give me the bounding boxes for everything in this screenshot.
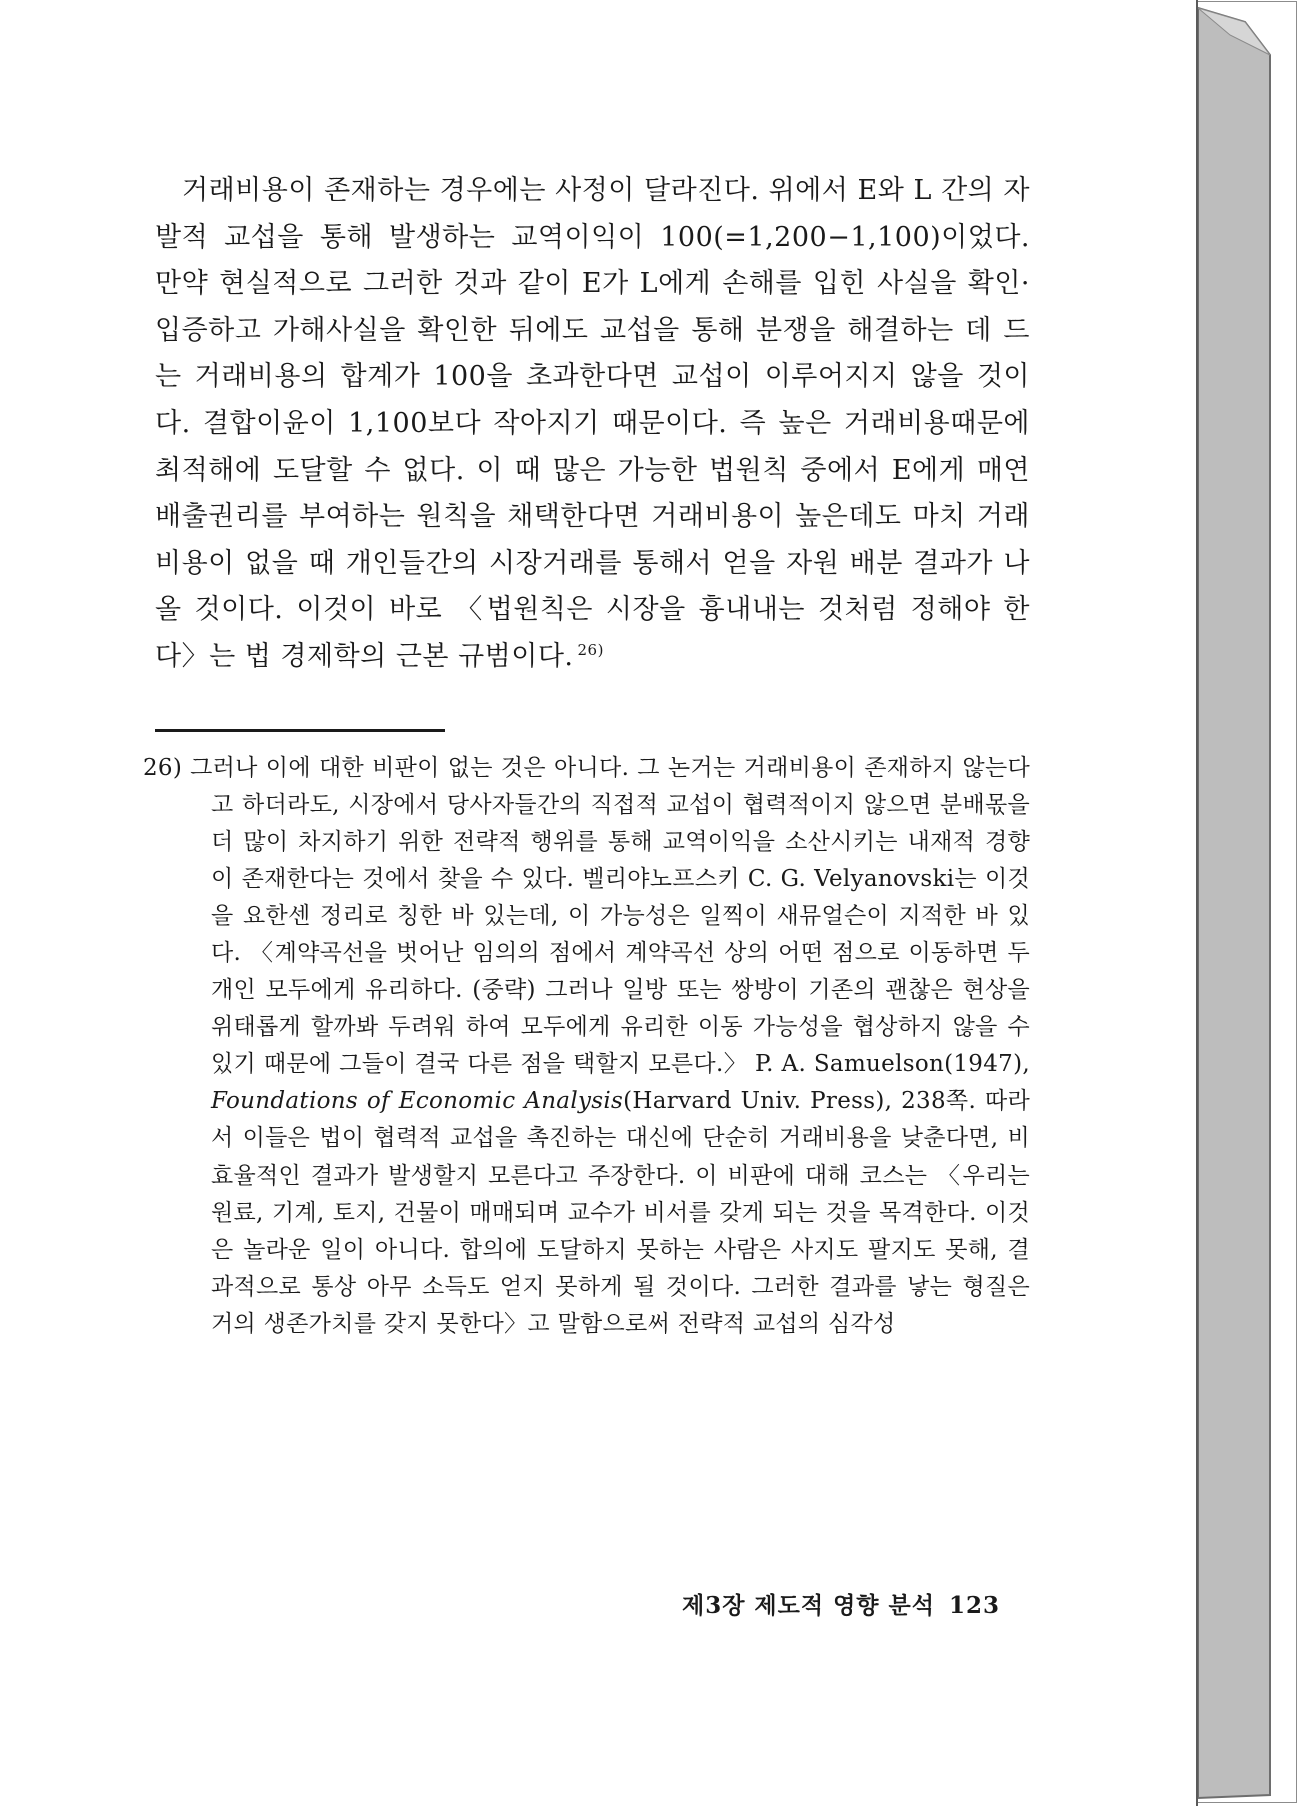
footnote-26	[143, 750, 1030, 1344]
page-number: 123	[948, 1592, 1000, 1619]
footnote-reference: 26)	[577, 640, 604, 659]
chapter-title: 제3장 제도적 영향 분석	[681, 1592, 935, 1619]
footnote-text-part1: 그러나 이에 대한 비판이 없는 것은 아니다. 그 논거는 거래비용이 존재하지 않는다고 하더라도, 시장에서 당사자들간의 직접적 교섭이 협력적이지 않으면 분배몫을 더 많이 차지하기 위한 전략적 행위를 통해 교역이익을 소산시키는 내재적 경향이 존재한다는 것에서 찾을 수 있다. 벨리야노프스키 C. G. Velyanovski는 이것을 요한센 정리로 칭한 바 있는데, 이 가능성은 일찍이 새뮤얼슨이 지적한 바 있다. 〈계약곡선을 벗어난 임의의 점에서 계약곡선 상의 어떤 점으로 이동하면 두 개인 모두에게 유리하다. (중략) 그러나 일방 또는 쌍방이 기존의 괜찮은 현상을 위태롭게 할까봐 두려워 하여 모두에게 유리한 이동 가능성을 협상하지 않을 수 있기 때문에 그들이 결국 다른 점을 택할지 모른다.〉 P. A. Samuelson(1947),	[190, 754, 1030, 1078]
body-text	[155, 168, 1030, 681]
footnote-text-part2: (Harvard Univ. Press), 238쪽. 따라서 이들은 법이 협력적 교섭을 촉진하는 대신에 단순히 거래비용을 낮춘다면, 비효율적인 결과가 발생할지 모른다고 주장한다. 이 비판에 대해 코스는 〈우리는 원료, 기계, 토지, 건물이 매매되며 교수가 비서를 갖게 되는 것을 목격한다. 이것은 놀라운 일이 아니다. 합의에 도달하지 못하는 사람은 사지도 팔지도 못해, 결과적으로 통상 아무 소득도 얻지 못하게 될 것이다. 그러한 결과를 낳는 형질은 거의 생존가치를 갖지 못한다〉고 말함으로써 전략적 교섭의 심각성	[211, 1088, 1030, 1337]
body-paragraph-text: 거래비용이 존재하는 경우에는 사정이 달라진다. 위에서 E와 L 간의 자발적 교섭을 통해 발생하는 교역이익이 100(=1,200−1,100)이었다. 만약 현실적으로 그러한 것과 같이 E가 L에게 손해를 입힌 사실을 확인·입증하고 가해사실을 확인한 뒤에도 교섭을 통해 분쟁을 해결하는 데 드는 거래비용의 합계가 100을 초과한다면 교섭이 이루어지지 않을 것이다. 결합이윤이 1,100보다 작아지기 때문이다. 즉 높은 거래비용때문에 최적해에 도달할 수 없다. 이 때 많은 가능한 법원칙 중에서 E에게 매연 배출권리를 부여하는 원칙을 채택한다면 거래비용이 높은데도 마치 거래비용이 없을 때 개인들간의 시장거래를 통해서 얻을 자원 배분 결과가 나올 것이다. 이것이 바로 〈법원칙은 시장을 흉내내는 것처럼 정해야 한다〉는 법 경제학의 근본 규범이다.	[155, 175, 1030, 672]
text-block	[143, 168, 1030, 1343]
footnote-divider	[155, 729, 445, 732]
page-footer	[640, 1587, 1000, 1620]
footnote-number: 26)	[143, 754, 183, 781]
body-paragraph	[155, 168, 1030, 681]
footnote-book-title: Foundations of Economic Analysis	[211, 1088, 624, 1115]
